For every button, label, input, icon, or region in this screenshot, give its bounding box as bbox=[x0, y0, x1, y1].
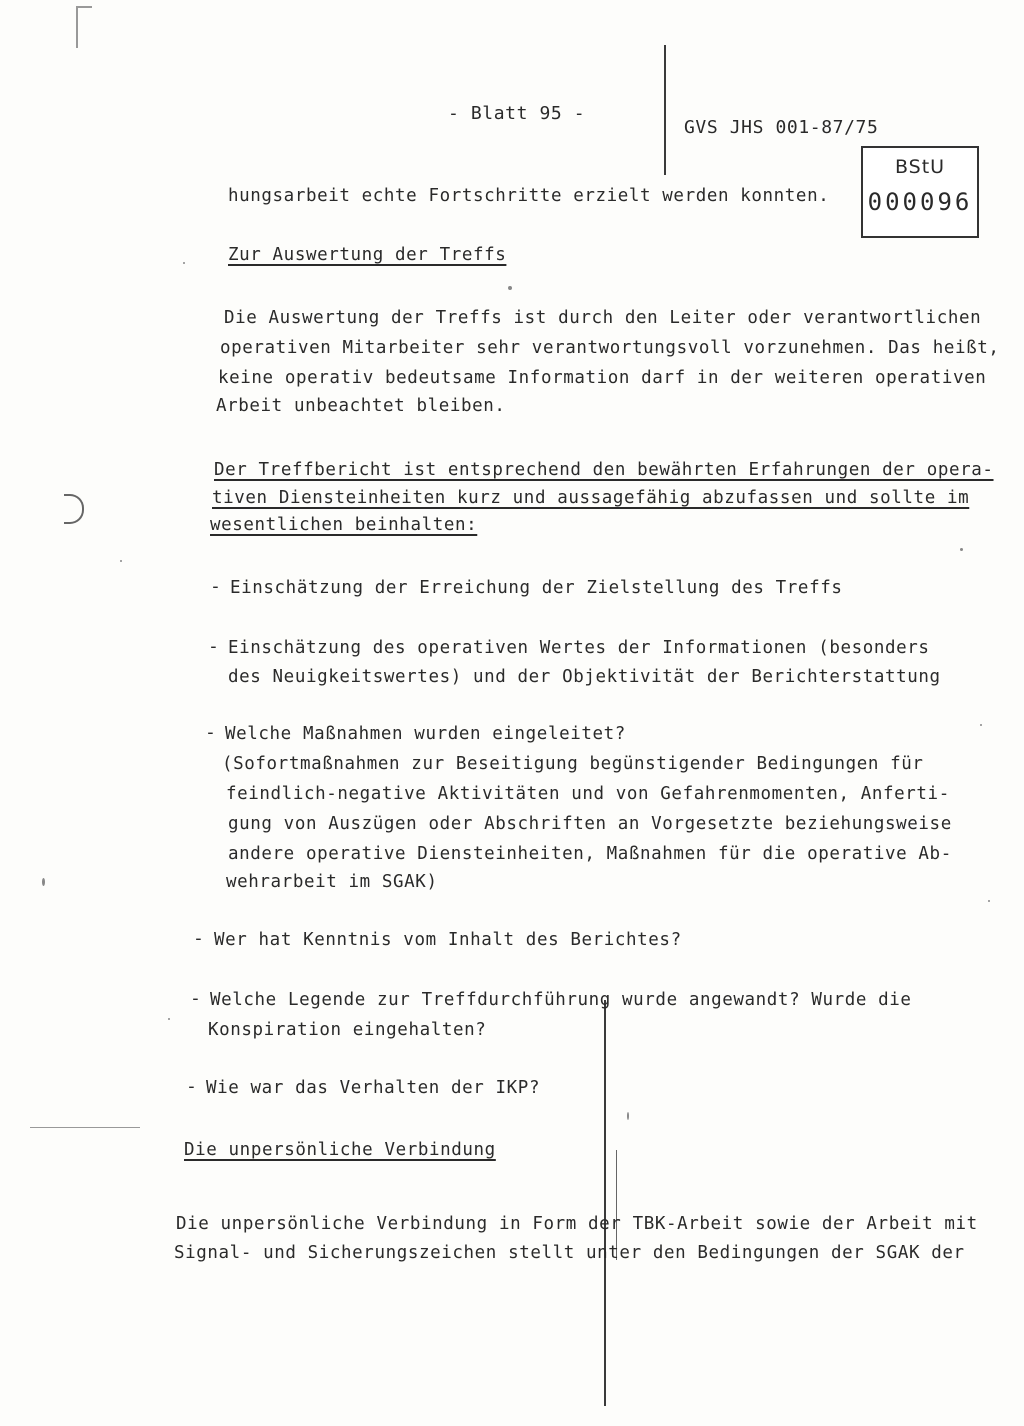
scan-speck bbox=[627, 1112, 629, 1120]
bullet-dash: - bbox=[208, 636, 219, 657]
underlined-line: Der Treffbericht ist entsprechend den bewährten Erfahrungen der opera- bbox=[214, 460, 994, 480]
list-item: Einschätzung des operativen Wertes der Informationen (besonders bbox=[228, 638, 930, 658]
text-line: Signal- und Sicherungszeichen stellt unter den Bedingungen der SGAK der bbox=[174, 1243, 965, 1263]
corner-mark bbox=[76, 6, 92, 48]
scan-speck bbox=[183, 262, 185, 264]
underlined-line: wesentlichen beinhalten: bbox=[210, 515, 478, 535]
bullet-dash: - bbox=[205, 722, 216, 743]
text-line: keine operativ bedeutsame Information darf in der weiteren operativen bbox=[218, 368, 987, 388]
vertical-rule-top bbox=[664, 45, 666, 175]
text-line: hungsarbeit echte Fortschritte erzielt werden konnten. bbox=[228, 186, 830, 206]
scan-speck bbox=[508, 286, 512, 290]
margin-line bbox=[30, 1127, 140, 1128]
list-item-continuation: gung von Auszügen oder Abschriften an Vorgesetzte beziehungsweise bbox=[228, 814, 952, 834]
bullet-dash: - bbox=[186, 1076, 197, 1097]
scan-speck bbox=[120, 560, 122, 562]
list-item-continuation: wehrarbeit im SGAK) bbox=[226, 872, 438, 892]
scan-speck bbox=[980, 724, 982, 726]
section-heading: Die unpersönliche Verbindung bbox=[184, 1140, 496, 1160]
archive-stamp bbox=[861, 146, 979, 238]
scan-speck bbox=[168, 1018, 170, 1020]
scan-speck bbox=[988, 900, 990, 902]
scan-speck bbox=[960, 548, 963, 551]
bullet-dash: - bbox=[193, 928, 204, 949]
text-line: Die Auswertung der Treffs ist durch den Leiter oder verantwortlichen bbox=[224, 308, 982, 328]
bullet-dash: - bbox=[190, 988, 201, 1009]
section-heading: Zur Auswertung der Treffs bbox=[228, 245, 507, 265]
stamp-number: 000096 bbox=[867, 188, 973, 216]
bullet-dash: - bbox=[210, 576, 221, 597]
margin-hole-mark bbox=[64, 494, 84, 524]
list-item-continuation: andere operative Diensteinheiten, Maßnahmen für die operative Ab- bbox=[228, 844, 952, 864]
vertical-rule-bottom bbox=[604, 1000, 606, 1406]
underlined-line: tiven Diensteinheiten kurz und aussagefähig abzufassen und sollte im bbox=[212, 488, 970, 508]
text-line: Arbeit unbeachtet bleiben. bbox=[216, 396, 506, 416]
text-line: operativen Mitarbeiter sehr verantwortungsvoll vorzunehmen. Das heißt, bbox=[220, 338, 1000, 358]
list-item-continuation: des Neuigkeitswertes) und der Objektivität der Berichterstattung bbox=[228, 667, 941, 687]
document-reference: GVS JHS 001-87/75 bbox=[684, 117, 879, 138]
list-item: Wer hat Kenntnis vom Inhalt des Berichtes? bbox=[214, 930, 682, 950]
scan-speck bbox=[42, 878, 45, 886]
list-item: Welche Legende zur Treffdurchführung wurde angewandt? Wurde die bbox=[210, 990, 912, 1010]
list-item: Welche Maßnahmen wurden eingeleitet? bbox=[225, 724, 626, 744]
list-item-continuation: feindlich-negative Aktivitäten und von Gefahrenmomenten, Anferti- bbox=[226, 784, 950, 804]
list-item: Einschätzung der Erreichung der Zielstellung des Treffs bbox=[230, 578, 843, 598]
list-item: Wie war das Verhalten der IKP? bbox=[206, 1078, 541, 1098]
page-number: - Blatt 95 - bbox=[448, 103, 586, 124]
list-item-continuation: Konspiration eingehalten? bbox=[208, 1020, 487, 1040]
list-item-continuation: (Sofortmaßnahmen zur Beseitigung begünstigender Bedingungen für bbox=[222, 754, 924, 774]
stamp-org: BStU bbox=[894, 156, 946, 178]
text-line: Die unpersönliche Verbindung in Form der TBK-Arbeit sowie der Arbeit mit bbox=[176, 1214, 978, 1234]
